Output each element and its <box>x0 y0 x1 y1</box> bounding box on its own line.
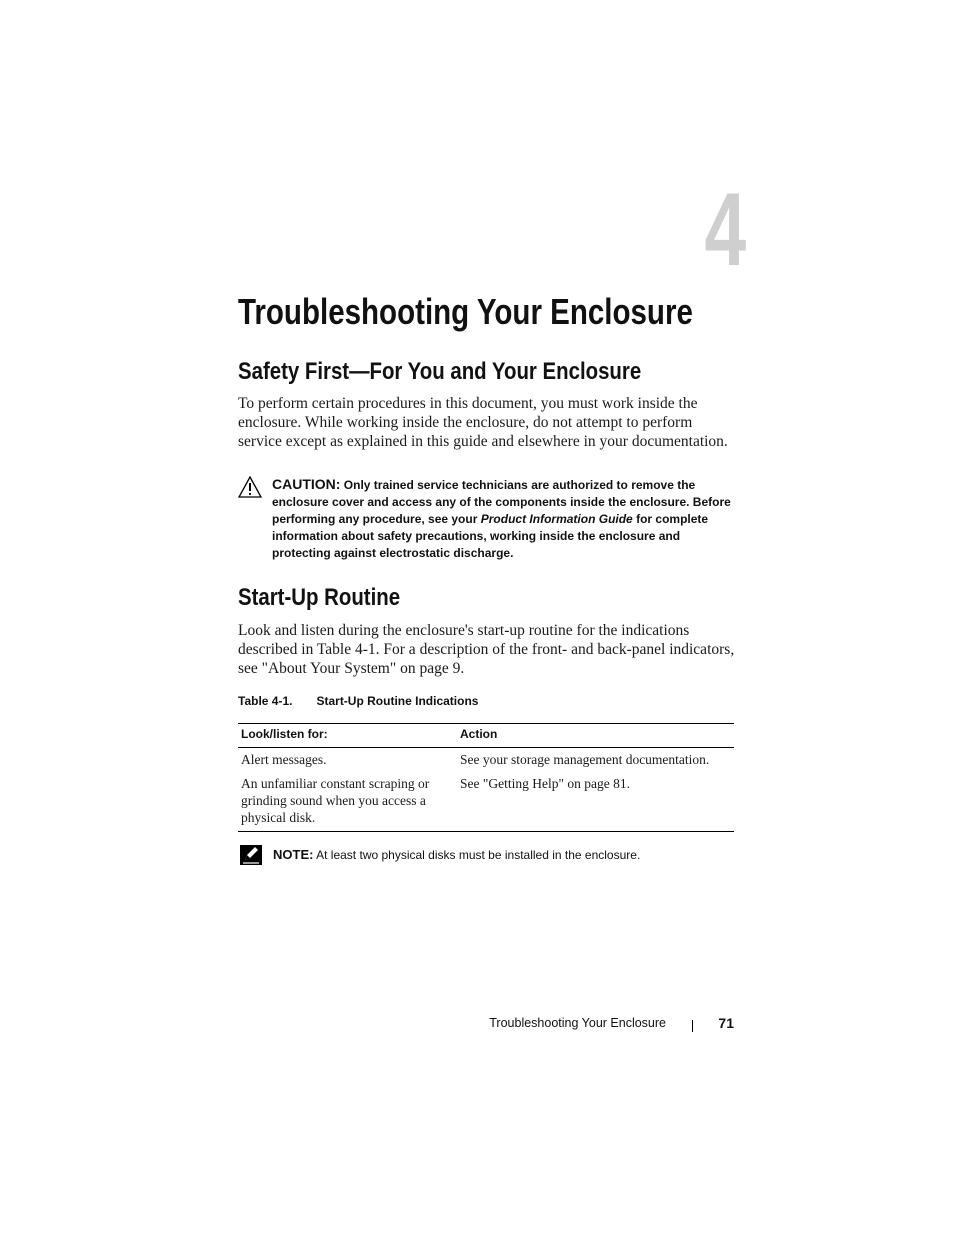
startup-heading: Start-Up Routine <box>238 584 401 611</box>
table-header-row <box>238 724 734 748</box>
note-label: NOTE: <box>273 847 314 862</box>
table-row <box>238 772 734 832</box>
footer-separator <box>692 1020 693 1032</box>
startup-indications-table <box>238 723 734 832</box>
table-number: Table 4-1. <box>238 694 293 708</box>
startup-paragraph: Look and listen during the enclosure's start-up routine for the indications described in Table 4-1. For a description of the front- and back-panel indicators, see "About Your System" on page 9. <box>238 622 735 677</box>
caution-triangle-icon <box>238 476 262 503</box>
column-header-look-listen: Look/listen for: <box>238 724 457 748</box>
table-cell: Alert messages. <box>241 752 327 767</box>
caution-guide-name: Product Information Guide <box>480 512 633 526</box>
safety-heading: Safety First—For You and Your Enclosure <box>238 358 642 385</box>
table-cell: See "Getting Help" on page 81. <box>460 776 630 791</box>
page-number: 71 <box>718 1015 734 1031</box>
safety-paragraph: To perform certain procedures in this document, you must work inside the enclosure. While working inside the enclosure, do not attempt to perform service except as explained in this guide and elsewhere in your documentation. <box>238 395 728 450</box>
table-cell: See your storage management documentation. <box>460 752 710 767</box>
table-cell: An unfamiliar constant scraping or grinding sound when you access a physical disk. <box>241 776 430 825</box>
column-header-action: Action <box>457 724 734 748</box>
caution-text-2: for complete information about safety precautions, working inside the enclosure and protecting against electrostatic discharge. <box>272 512 709 560</box>
page-footer <box>420 1015 734 1035</box>
page-title: Troubleshooting Your Enclosure <box>238 291 693 332</box>
chapter-number: 4 <box>704 172 747 288</box>
note-text: At least two physical disks must be installed in the enclosure. <box>316 848 641 862</box>
footer-title: Troubleshooting Your Enclosure <box>489 1016 666 1030</box>
table-title: Start-Up Routine Indications <box>316 694 479 708</box>
caution-text-1: Only trained service technicians are authorized to remove the enclosure cover and access any of the components inside the enclosure. Before performing any procedure, see your <box>272 478 731 526</box>
table-caption <box>238 694 478 708</box>
caution-label: CAUTION: <box>272 476 341 492</box>
table-row <box>238 748 734 773</box>
note-pencil-icon <box>240 845 262 870</box>
